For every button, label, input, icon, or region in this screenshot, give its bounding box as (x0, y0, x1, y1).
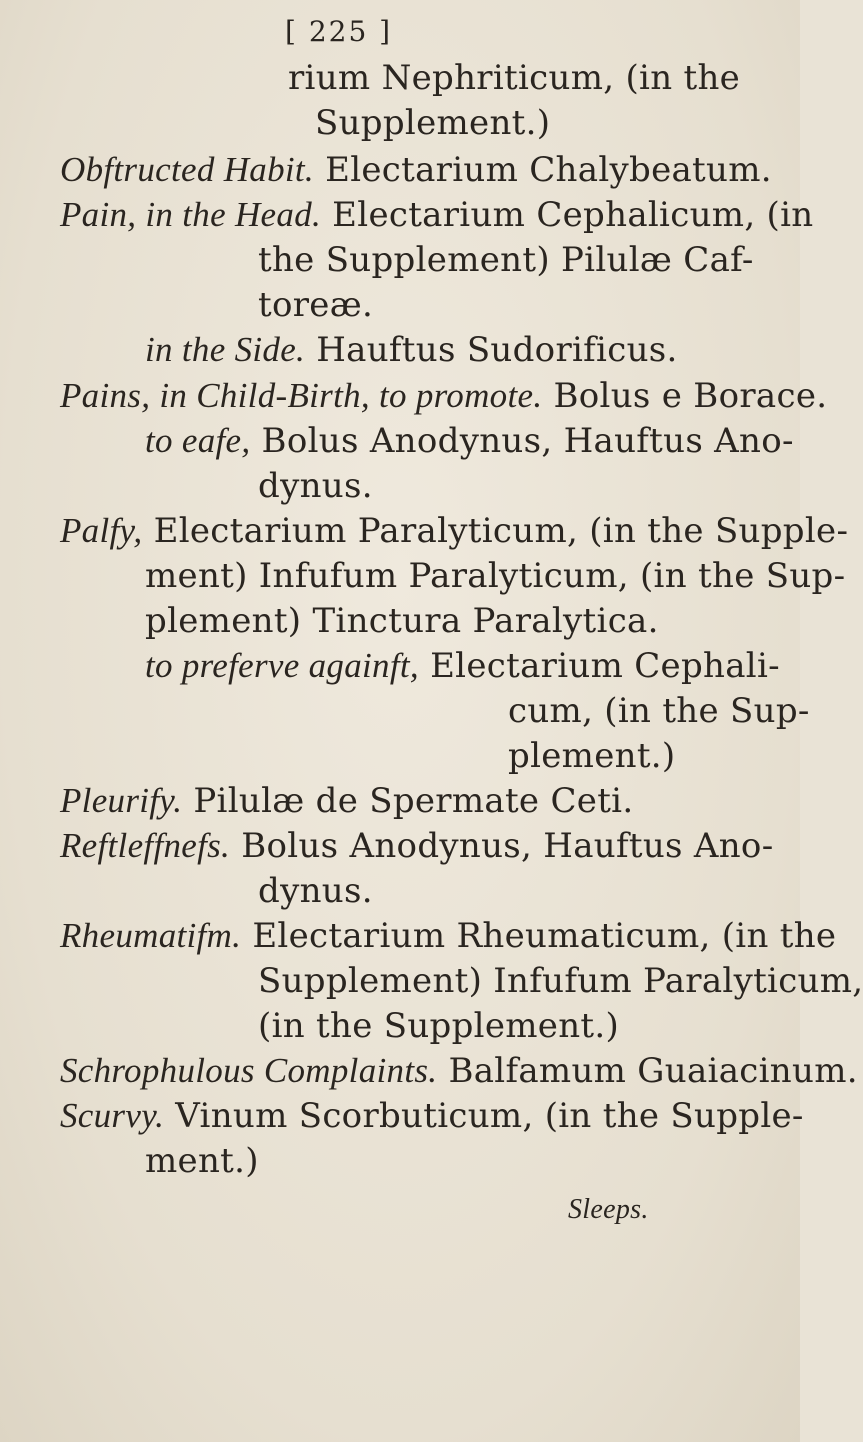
entry-line (258, 285, 373, 325)
entry-text: Supplement.) (315, 103, 551, 143)
entry-heading: in the Side. (145, 330, 306, 369)
entry-text: cum, (in the Sup- (508, 691, 810, 731)
catchword: Sleeps. (568, 1194, 649, 1225)
entry-heading: Reftleffnefs. (60, 826, 231, 865)
entry-line (145, 1141, 259, 1181)
entry-text: rium Nephriticum, (in the (288, 58, 741, 98)
entry-line (60, 376, 827, 416)
entry-heading: Palfy, (60, 511, 143, 550)
entry-line (60, 1096, 804, 1136)
entry-text: Vinum Scorbuticum, (in the Supple- (175, 1096, 804, 1136)
entry-text: Electarium Cephalicum, (in (332, 195, 814, 235)
entry-line (60, 826, 773, 866)
entry-line (60, 916, 836, 956)
entry-heading: Pleurify. (60, 781, 183, 820)
entry-text: Electarium Cephali- (430, 646, 780, 686)
entry-text: Electarium Rheumaticum, (in the (252, 916, 837, 956)
entry-line (258, 466, 373, 506)
entry-line (145, 646, 780, 686)
entry-line (508, 736, 675, 776)
entry-text: (in the Supplement.) (258, 1006, 620, 1046)
entry-line (60, 195, 813, 235)
entry-heading: Scurvy. (60, 1096, 165, 1135)
entry-text: Supplement) Infufum Paralyticum, (258, 961, 863, 1001)
entry-heading: Pains, in Child-Birth, to promote. (60, 376, 543, 415)
entry-text: Electarium Chalybeatum. (325, 150, 772, 190)
entry-line (145, 421, 794, 461)
entry-text: Electarium Paralyticum, (in the Supple- (153, 511, 849, 551)
entry-line (60, 511, 848, 551)
entry-line (258, 1006, 619, 1046)
entry-text: plement) Tinctura Paralytica. (145, 601, 659, 641)
entry-line (315, 103, 550, 143)
entry-heading: to preferve againft, (145, 646, 419, 685)
entry-text: Bolus e Borace. (553, 376, 828, 416)
entry-line (60, 150, 772, 190)
entry-text: ment.) (145, 1141, 259, 1181)
entry-text: Bolus Anodynus, Hauftus Ano- (261, 421, 794, 461)
entry-line (60, 1051, 858, 1091)
entry-text: plement.) (508, 736, 676, 776)
entry-text: dynus. (258, 871, 373, 911)
entry-line (258, 871, 373, 911)
entry-heading: to eafe, (145, 421, 251, 460)
entry-line (145, 556, 845, 596)
entry-line (288, 58, 740, 98)
entry-text: Balfamum Guaiacinum. (448, 1051, 858, 1091)
entry-text: dynus. (258, 466, 373, 506)
entry-heading: Pain, in the Head. (60, 195, 322, 234)
entry-text: Hauftus Sudorificus. (316, 330, 678, 370)
entry-text: Pilulæ de Spermate Ceti. (193, 781, 634, 821)
entry-line (258, 961, 863, 1001)
entry-heading: Rheumatifm. (60, 916, 242, 955)
entry-heading: Obftructed Habit. (60, 150, 314, 189)
entry-line (145, 330, 678, 370)
entry-line (145, 601, 659, 641)
entry-heading: Schrophulous Complaints. (60, 1051, 438, 1090)
entry-line (508, 691, 810, 731)
entry-text: Bolus Anodynus, Hauftus Ano- (241, 826, 774, 866)
page-number-header: [ 225 ] (285, 15, 393, 48)
entry-line (258, 240, 754, 280)
entry-text: toreæ. (258, 285, 374, 325)
entry-text: the Supplement) Pilulæ Caf- (258, 240, 754, 280)
entry-text: ment) Infufum Paralyticum, (in the Sup- (145, 556, 846, 596)
entry-line (60, 781, 633, 821)
